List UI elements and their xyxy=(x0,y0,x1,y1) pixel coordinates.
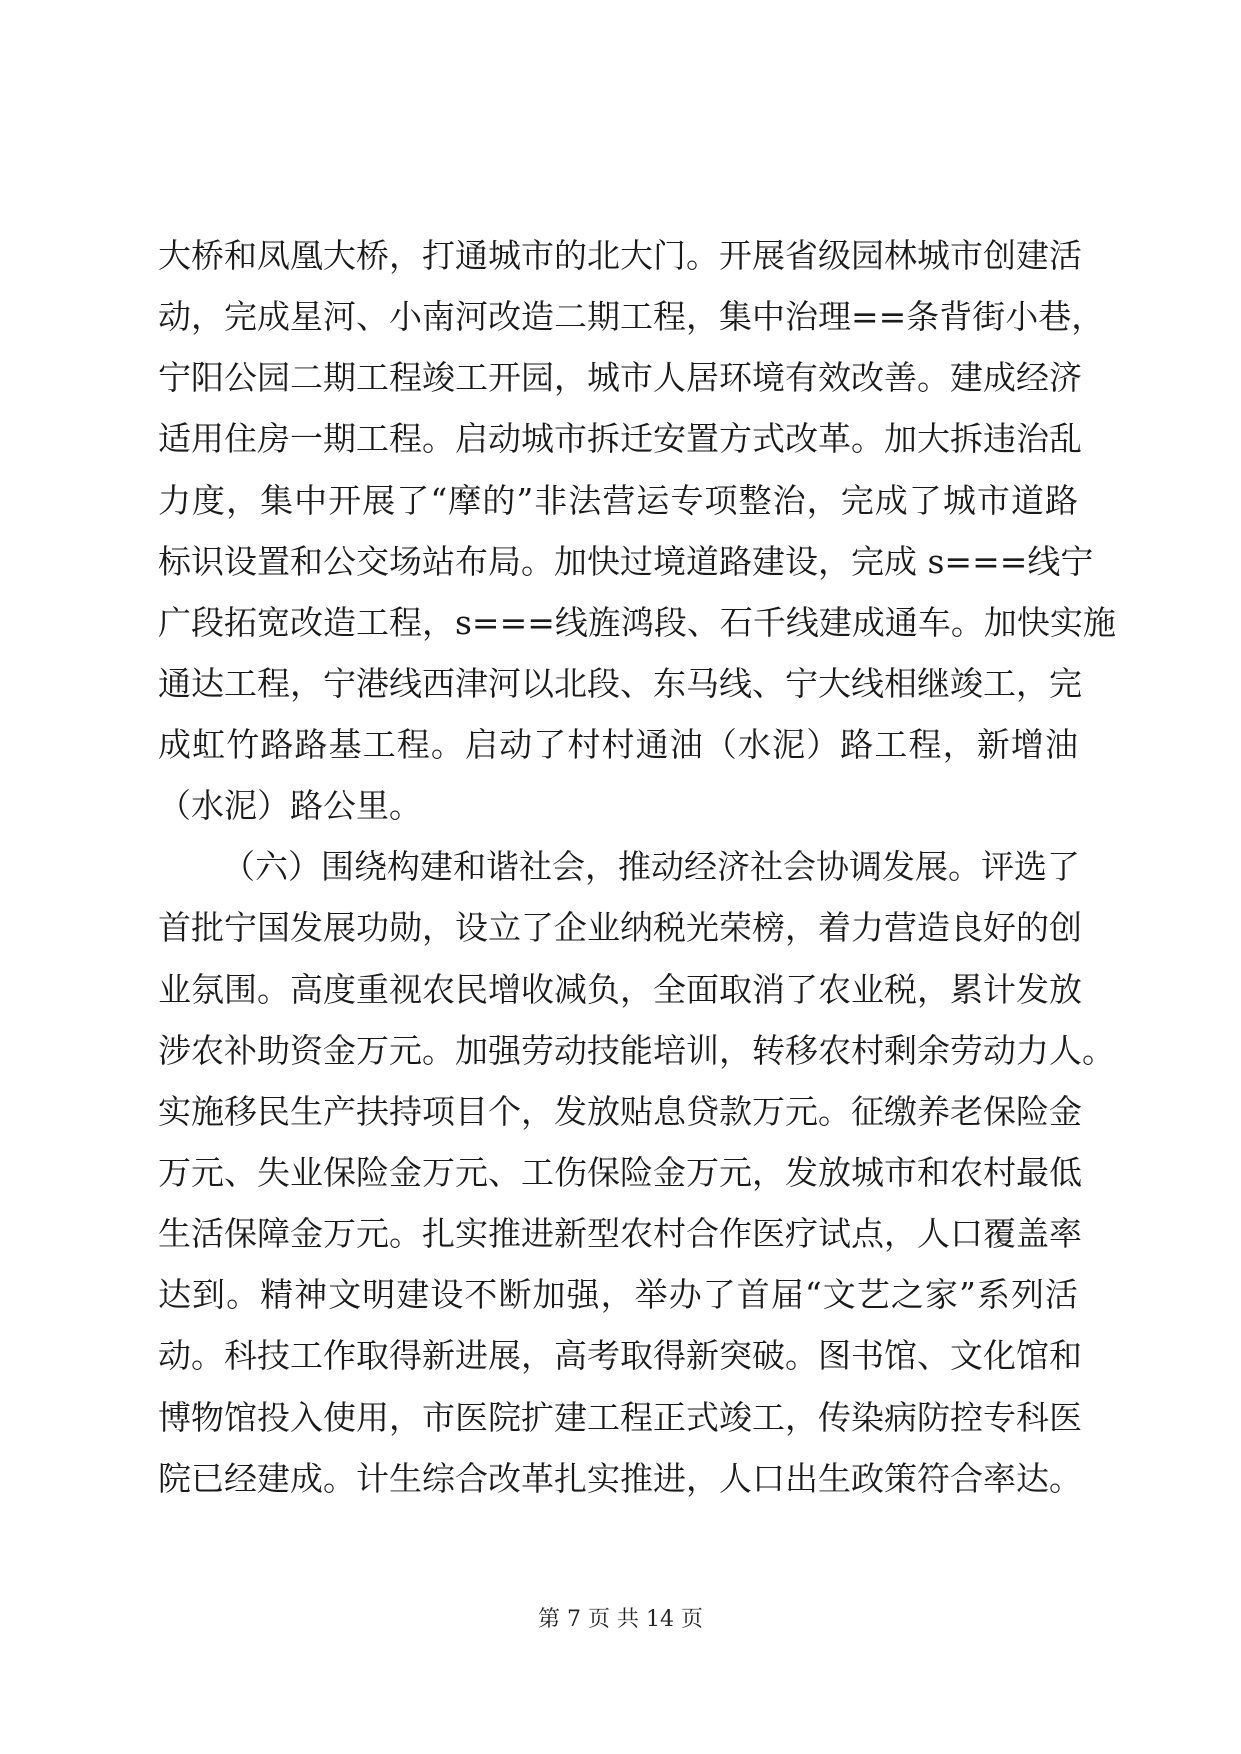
body-line-17: 生活保障金万元。扎实推进新型农村合作医疗试点，人口覆盖率 xyxy=(158,1214,1082,1253)
body-line-13: 业氛围。高度重视农民增收减负，全面取消了农业税，累计发放 xyxy=(158,970,1082,1009)
body-line-10: （水泥）路公里。 xyxy=(158,786,422,825)
body-line-11: （六）围绕构建和谐社会，推动经济社会协调发展。评选了 xyxy=(222,847,1080,886)
body-line-20: 博物馆投入使用，市医院扩建工程正式竣工，传染病防控专科医 xyxy=(158,1398,1082,1437)
body-line-6: 标识设置和公交场站布局。加快过境道路建设，完成 s===线宁 xyxy=(158,542,1094,581)
body-line-7: 广段拓宽改造工程，s===线旌鸿段、石千线建成通车。加快实施 xyxy=(158,603,1116,642)
body-line-16: 万元、失业保险金万元、工伤保险金万元，发放城市和农村最低 xyxy=(158,1153,1082,1192)
body-line-14: 涉农补助资金万元。加强劳动技能培训，转移农村剩余劳动力人。 xyxy=(158,1031,1115,1070)
body-line-1: 大桥和凤凰大桥，打通城市的北大门。开展省级园林城市创建活 xyxy=(158,236,1082,275)
body-line-8: 通达工程，宁港线西津河以北段、东马线、宁大线相继竣工，完 xyxy=(158,664,1082,703)
body-line-18: 达到。精神文明建设不断加强，举办了首届“文艺之家”系列活 xyxy=(158,1275,1078,1314)
body-line-2: 动，完成星河、小南河改造二期工程，集中治理==条背街小巷， xyxy=(158,297,1105,336)
body-line-4: 适用住房一期工程。启动城市拆迁安置方式改革。加大拆违治乱 xyxy=(158,419,1082,458)
page-number-footer: 第 7 页 共 14 页 xyxy=(538,1607,703,1632)
body-line-9: 成虹竹路路基工程。启动了村村通油（水泥）路工程，新增油 xyxy=(158,725,1078,764)
body-line-15: 实施移民生产扶持项目个，发放贴息贷款万元。征缴养老保险金 xyxy=(158,1092,1082,1131)
body-line-19: 动。科技工作取得新进展，高考取得新突破。图书馆、文化馆和 xyxy=(158,1336,1082,1375)
body-line-5: 力度，集中开展了“摩的”非法营运专项整治，完成了城市道路 xyxy=(158,481,1078,520)
body-line-12: 首批宁国发展功勋，设立了企业纳税光荣榜，着力营造良好的创 xyxy=(158,908,1082,947)
body-line-3: 宁阳公园二期工程竣工开园，城市人居环境有效改善。建成经济 xyxy=(158,358,1082,397)
body-line-21: 院已经建成。计生综合改革扎实推进，人口出生政策符合率达。 xyxy=(158,1459,1082,1498)
